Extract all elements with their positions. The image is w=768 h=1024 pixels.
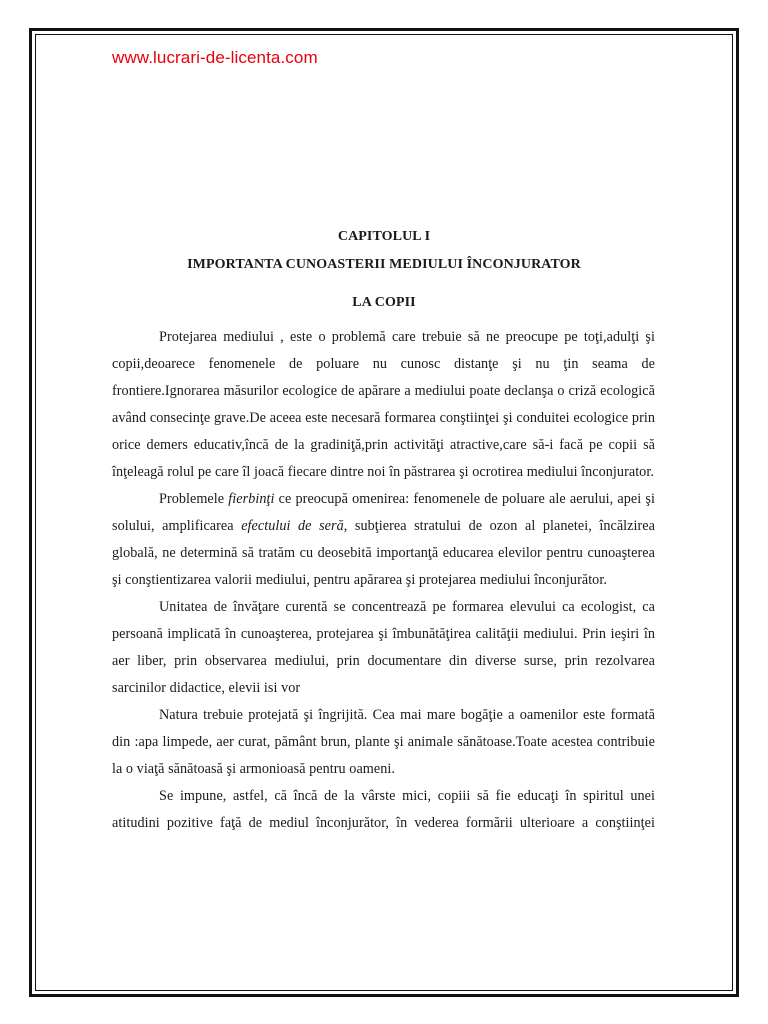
chapter-number: CAPITOLUL I: [337, 229, 431, 244]
chapter-title: IMPORTANTA CUNOASTERII MEDIULUI ÎNCONJURATOR: [187, 257, 581, 272]
paragraph-1: Protejarea mediului , este o problemă care trebuie să ne preocupe pe toţi,adulţi şi copii,deoarece fenomenele de poluare nu cunosc distanţe şi nu ţin seama de frontiere.Ignorarea măsurilor ecologice de apărare a mediului poate declanşa o criză ecologică având consecinţe grave.De aceea este necesară formarea conştiinţei şi conduitei ecologice prin orice demers educativ,încă de la gradiniţă,prin activităţi atractive,care să-i facă pe copii să înţeleagă rolul pe care îl joacă fiecare dintre noi în păstrarea şi ocrotirea mediului înconjurator.: [112, 329, 655, 480]
emphasis-efect-sera: efectului de seră: [241, 518, 344, 534]
paragraph-3: Unitatea de învăţare curentă se concentrează pe formarea elevului ca ecologist, ca persoană implicată în cunoaşterea, protejarea şi îmbunătăţirea calităţii mediului. Prin ieşiri în aer liber, prin observarea mediului, prin documentare din diverse surse, prin rezolvarea sarcinilor didactice, elevii isi vor: [112, 599, 655, 696]
paragraph-2-part-a: Problemele: [159, 491, 229, 507]
paragraph-5: Se impune, astfel, că încă de la vârste mici, copiii să fie educaţi în spiritul unei atitudini pozitive faţă de mediul înconjurător, în vederea formării ulterioare a conştiinţei: [112, 788, 655, 831]
paragraph-2: [112, 486, 655, 594]
paragraph-2-part-b: ce preocupă omenirea: fenomenele de poluare ale aerului, apei şi solului, amplificarea: [112, 491, 655, 534]
paragraph-4: Natura trebuie protejată şi îngrijită. Cea mai mare bogăţie a oamenilor este formată din :apa limpede, aer curat, pământ brun, plante şi animale sănătoase.Toate acestea contribuie la o viaţă sănătoasă şi armonioasă pentru oameni.: [112, 707, 655, 777]
body-text: [112, 324, 655, 837]
paragraph-2-part-c: , subţierea stratului de ozon al planetei, încălzirea globală, ne determină să tratăm cu deosebită importanţă educarea elevilor pentru cunoaşterea şi conştientizarea valorii mediului, pentru apărarea şi protejarea mediului înconjurător.: [112, 518, 655, 588]
chapter-subtitle: LA COPII: [352, 295, 416, 310]
emphasis-fierbinti: fierbinţi: [228, 491, 275, 507]
website-link[interactable]: www.lucrari-de-licenta.com: [112, 48, 318, 67]
